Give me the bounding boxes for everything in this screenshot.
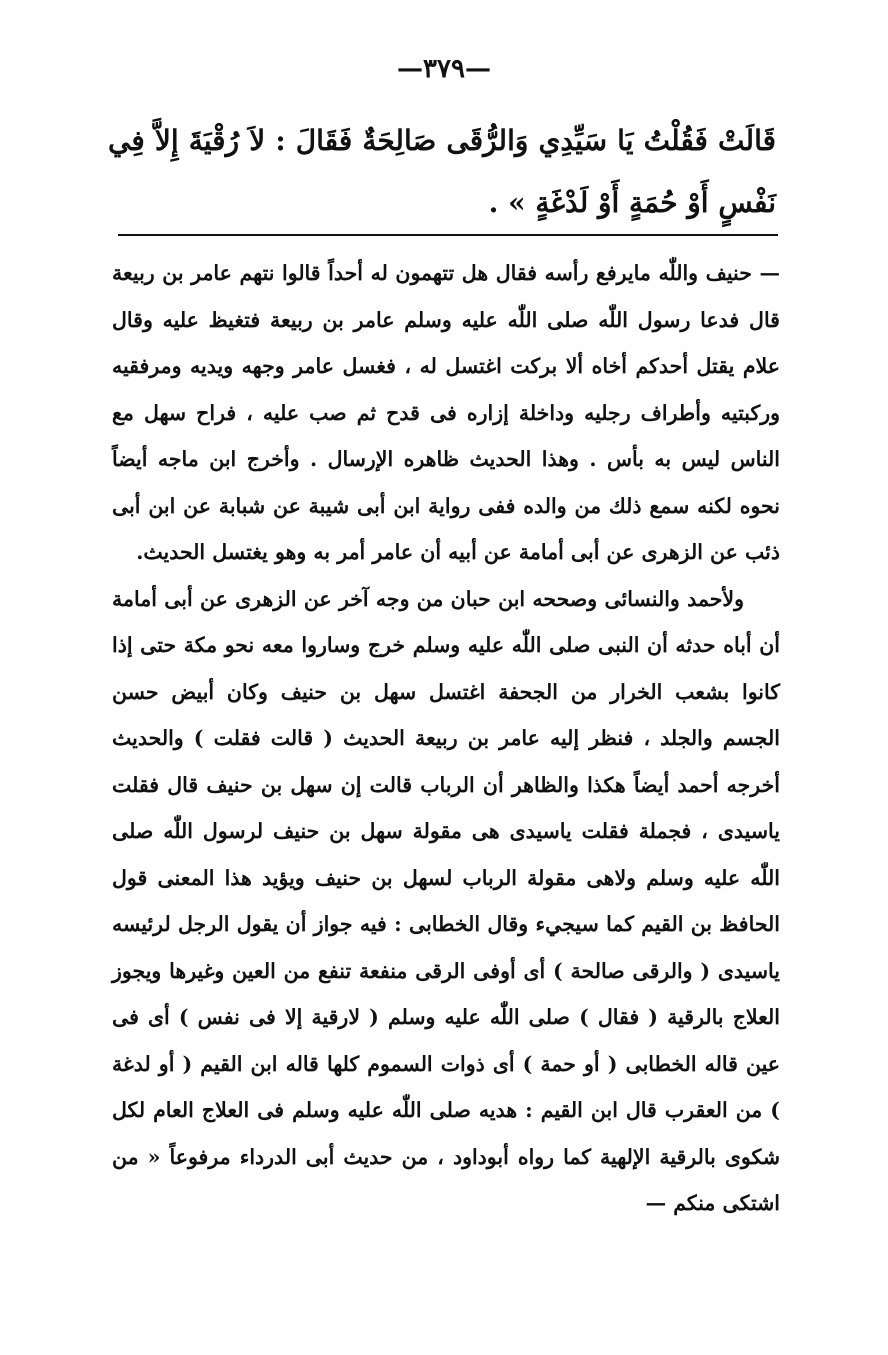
commentary-paragraph: — حنيف واللّٰه مايرفع رأسه فقال هل تتهمون له أحداً قالوا نتهم عامر بن ربيعة قال فدعا رسول اللّٰه صلى اللّٰه عليه وسلم عامر بن ربيعة فتغيظ عليه وقال علام يقتل أحدكم أخاه ألا بركت اغتسل له ، فغسل عامر وجهه ويديه ومرفقيه وركبتيه وأطراف رجليه وداخلة إزاره فى قدح ثم صب عليه ، فراح سهل مع الناس ليس به بأس . وهذا الحديث ظاهره الإرسال . وأخرج ابن ماجه أيضاً نحوه لكنه سمع ذلك من والده ففى رواية ابن أبى شيبة عن شبابة عن ابن أبى ذئب عن الزهرى عن أبى أمامة عن أبيه أن عامر أمر به وهو يغتسل الحديث.: [112, 261, 780, 564]
page-number: —٣٧٩—: [397, 54, 491, 84]
commentary-paragraph: ولأحمد والنسائى وصححه ابن حبان من وجه آخر عن الزهرى عن أبى أمامة أن أباه حدثه أن النبى صلى اللّٰه عليه وسلم خرج وساروا معه نحو مكة حتى إذا كانوا بشعب الخرار من الجحفة اغتسل سهل بن حنيف وكان أبيض حسن الجسم والجلد ، فنظر إليه عامر بن ربيعة الحديث ( قالت فقلت ) والحديث أخرجه أحمد أيضاً هكذا والظاهر أن الرباب قالت إن سهل بن حنيف قال فقلت ياسيدى ، فجملة فقلت ياسيدى هى مقولة سهل بن حنيف لرسول اللّٰه صلى اللّٰه عليه وسلم ولاهى مقولة الرباب لسهل بن حنيف ويؤيد هذا المعنى قول الحافظ بن القيم كما سيجيء وقال الخطابى : فيه جواز أن يقول الرجل لرئيسه ياسيدى ( والرقى صالحة ) أى أوفى الرقى منفعة تنفع من العين وغيرها ويجوز العلاج بالرقية ( فقال ) صلى اللّٰه عليه وسلم ( لارقية إلا فى نفس ) أى فى عين قاله الخطابى ( أو حمة ) أى ذوات السموم كلها قاله ابن القيم ( أو لدغة ) من العقرب قال ابن القيم : هديه صلى اللّٰه عليه وسلم فى العلاج العام لكل شكوى بالرقية الإلهية كما رواه أبوداود ، من حديث أبى الدرداء مرفوعاً « من اشتكى منكم —: [112, 586, 780, 1215]
commentary-body: [112, 250, 780, 1227]
section-divider: [118, 234, 778, 236]
hadith-text: قَالَتْ فَقُلْتُ يَا سَيِّدِي وَالرُّقَى صَالِحَةٌ فَقَالَ : لاَ رُقْيَةَ إِلاَّ فِي نَفْسٍ أَوْ حُمَةٍ أَوْ لَدْغَةٍ » .: [108, 124, 776, 219]
